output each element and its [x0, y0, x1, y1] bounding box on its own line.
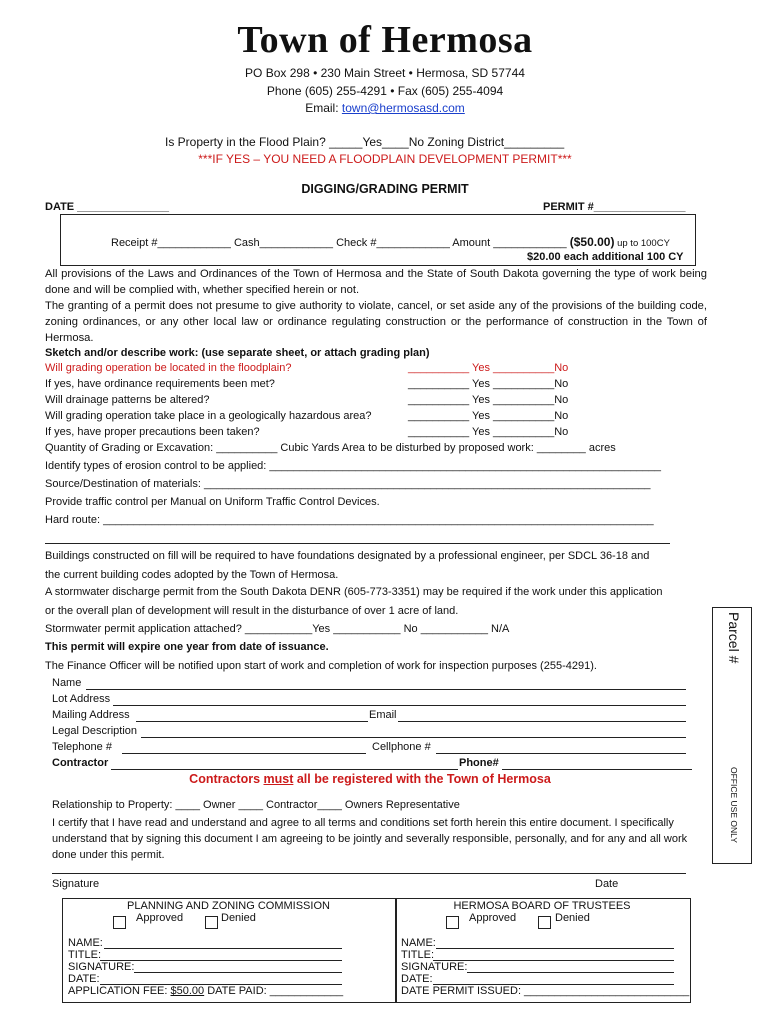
permit-date: DATE _______________ [45, 201, 169, 213]
stormwater-note: A stormwater discharge permit from the South Dakota DENR (605-773-3351) may be required if the work under this application [45, 586, 663, 598]
planning-signature-label: SIGNATURE: [68, 961, 135, 973]
date-permit-issued-field[interactable]: DATE PERMIT ISSUED: ___________________________ [401, 985, 690, 997]
board-signature-label: SIGNATURE: [401, 961, 468, 973]
planning-denied-label: Denied [221, 912, 256, 924]
applicant-email-label: Email [369, 709, 397, 721]
floodplain-warning: ***IF YES – YOU NEED A FLOODPLAIN DEVELOPMENT PERMIT*** [198, 152, 572, 166]
application-fee-label: APPLICATION FEE: [68, 985, 171, 997]
office-use-only-label: OFFICE USE ONLY [729, 767, 739, 843]
application-fee-line [68, 985, 343, 997]
signature-label: Signature [52, 878, 100, 890]
receipt-line [111, 235, 670, 249]
board-title-label: TITLE: [401, 949, 435, 961]
mailing-address-field[interactable] [136, 721, 368, 722]
relationship-field[interactable]: Relationship to Property: ____ Owner ____ Contractor____ Owners Representative [52, 799, 460, 811]
cellphone-label: Cellphone # [372, 741, 431, 753]
provisions-paragraph-2: The granting of a permit does not presume to give authority to violate, cancel, or set aside any of the provisions of the building code, zoning ordinances, or any other local law or ordinance regulating construction or the performance of construction in the Town of Hermosa. [45, 300, 707, 344]
answer-drainage[interactable]: __________ Yes __________No [408, 394, 569, 406]
lot-address-field[interactable] [113, 705, 686, 706]
mailing-address-label: Mailing Address [52, 709, 130, 721]
contractors-notice [0, 772, 740, 786]
provisions-paragraph-1: All provisions of the Laws and Ordinances of the Town of Hermosa and the State of South Dakota governing the type of work being done and will be complied with, whether specified herein or not. [45, 268, 707, 296]
sketch-heading: Sketch and/or describe work: (use separate sheet, or attach grading plan) [45, 347, 430, 359]
email-link[interactable]: town@hermosasd.com [341, 101, 465, 115]
planning-date-label: DATE: [68, 973, 100, 985]
board-denied-checkbox[interactable] [538, 916, 551, 929]
stormwater-attached[interactable]: Stormwater permit application attached? ___________Yes ___________ No ___________ N/A [45, 623, 510, 635]
contractors-notice-post: all be registered with the Town of Hermosa [293, 772, 551, 786]
traffic-note: Provide traffic control per Manual on Uniform Traffic Control Devices. [45, 496, 380, 508]
date-paid-field[interactable]: DATE PAID: ____________ [204, 985, 344, 997]
fill-note-2: the current building codes adopted by the Town of Hermosa. [45, 569, 339, 581]
cellphone-field[interactable] [436, 753, 686, 754]
board-approved-label: Approved [469, 912, 517, 924]
quantity-field[interactable]: Quantity of Grading or Excavation: __________ Cubic Yards Area to be disturbed by proposed work: ________ acres [45, 442, 616, 454]
question-precautions: If yes, have proper precautions been taken? [45, 426, 260, 438]
erosion-field[interactable]: Identify types of erosion control to be applied: ________________________________________________________________ [45, 460, 661, 472]
board-heading: HERMOSA BOARD OF TRUSTEES [453, 900, 631, 912]
additional-fee: $20.00 each additional 100 CY [527, 251, 684, 263]
board-name-label: NAME: [401, 937, 436, 949]
contractor-phone-field[interactable] [502, 769, 692, 770]
name-field[interactable] [86, 689, 686, 690]
planning-signature-field[interactable] [134, 972, 342, 973]
telephone-field[interactable] [122, 753, 366, 754]
email-label: Email: [305, 101, 342, 115]
receipt-fee-note: up to 100CY [614, 238, 670, 249]
planning-name-field[interactable] [104, 948, 342, 949]
board-date-label: DATE: [401, 973, 433, 985]
permit-heading: DIGGING/GRADING PERMIT [301, 182, 469, 196]
planning-approved-label: Approved [136, 912, 184, 924]
permit-number: PERMIT #_______________ [543, 201, 686, 213]
board-approved-checkbox[interactable] [446, 916, 459, 929]
parcel-number-label: Parcel # [726, 612, 742, 664]
receipt-fee: ($50.00) [569, 235, 615, 249]
source-field[interactable]: Source/Destination of materials: _________________________________________________________________________ [45, 478, 651, 490]
signature-line[interactable] [52, 873, 686, 874]
date-label: Date [595, 878, 619, 890]
receipt-fields: Receipt #____________ Cash____________ Check #____________ Amount ____________ [111, 237, 567, 249]
planning-title-label: TITLE: [68, 949, 102, 961]
answer-precautions[interactable]: __________ Yes __________No [408, 426, 569, 438]
contractor-label: Contractor [52, 757, 109, 769]
planning-title-field[interactable] [100, 960, 342, 961]
board-denied-label: Denied [555, 912, 590, 924]
finance-note: The Finance Officer will be notified upon start of work and completion of work for inspection purposes (255-4291). [45, 660, 597, 672]
application-fee-value: $50.00 [170, 985, 205, 997]
town-title: Town of Hermosa [237, 19, 533, 61]
certification-text: I certify that I have read and understand and agree to all terms and conditions set forth herein this entire document. I specifically understand that by signing this document I am agreeing to be jointly and severally responsible, personally, and for any and all work done under this permit. [52, 817, 688, 861]
name-label: Name [52, 677, 82, 689]
stormwater-note-2: or the overall plan of development will result in the disturbance of over 1 acre of land. [45, 605, 459, 617]
flood-plain-question: Is Property in the Flood Plain? _____Yes____No Zoning District_________ [165, 135, 565, 149]
answer-floodplain[interactable]: __________ Yes __________No [408, 362, 569, 374]
phone-line: Phone (605) 255-4291 • Fax (605) 255-4094 [266, 84, 504, 98]
hard-route-extra-line[interactable] [45, 543, 670, 544]
legal-description-field[interactable] [141, 737, 686, 738]
contractors-notice-pre: Contractors [189, 772, 264, 786]
planning-approved-checkbox[interactable] [113, 916, 126, 929]
planning-denied-checkbox[interactable] [205, 916, 218, 929]
hard-route-field[interactable]: Hard route: __________________________________________________________________________________________ [45, 514, 654, 526]
planning-heading: PLANNING AND ZONING COMMISSION [127, 900, 330, 912]
address-line: PO Box 298 • 230 Main Street • Hermosa, SD 57744 [245, 66, 525, 80]
fill-note: Buildings constructed on fill will be required to have foundations designated by a professional engineer, per SDCL 36-18 and [45, 550, 650, 562]
contractors-notice-must: must [263, 772, 294, 786]
lot-address-label: Lot Address [52, 693, 111, 705]
planning-name-label: NAME: [68, 937, 103, 949]
expiration-note: This permit will expire one year from date of issuance. [45, 641, 329, 653]
email-line [0, 101, 770, 115]
question-hazardous: Will grading operation take place in a geologically hazardous area? [45, 410, 372, 422]
question-ordinance: If yes, have ordinance requirements been met? [45, 378, 275, 390]
contractor-field[interactable] [111, 769, 458, 770]
answer-hazardous[interactable]: __________ Yes __________No [408, 410, 569, 422]
question-floodplain: Will grading operation be located in the floodplain? [45, 362, 292, 374]
board-signature-field[interactable] [467, 972, 674, 973]
telephone-label: Telephone # [52, 741, 112, 753]
applicant-email-field[interactable] [398, 721, 686, 722]
legal-description-label: Legal Description [52, 725, 137, 737]
board-name-field[interactable] [436, 948, 674, 949]
answer-ordinance[interactable]: __________ Yes __________No [408, 378, 569, 390]
board-title-field[interactable] [433, 960, 674, 961]
question-drainage: Will drainage patterns be altered? [45, 394, 210, 406]
contractor-phone-label: Phone# [459, 757, 499, 769]
